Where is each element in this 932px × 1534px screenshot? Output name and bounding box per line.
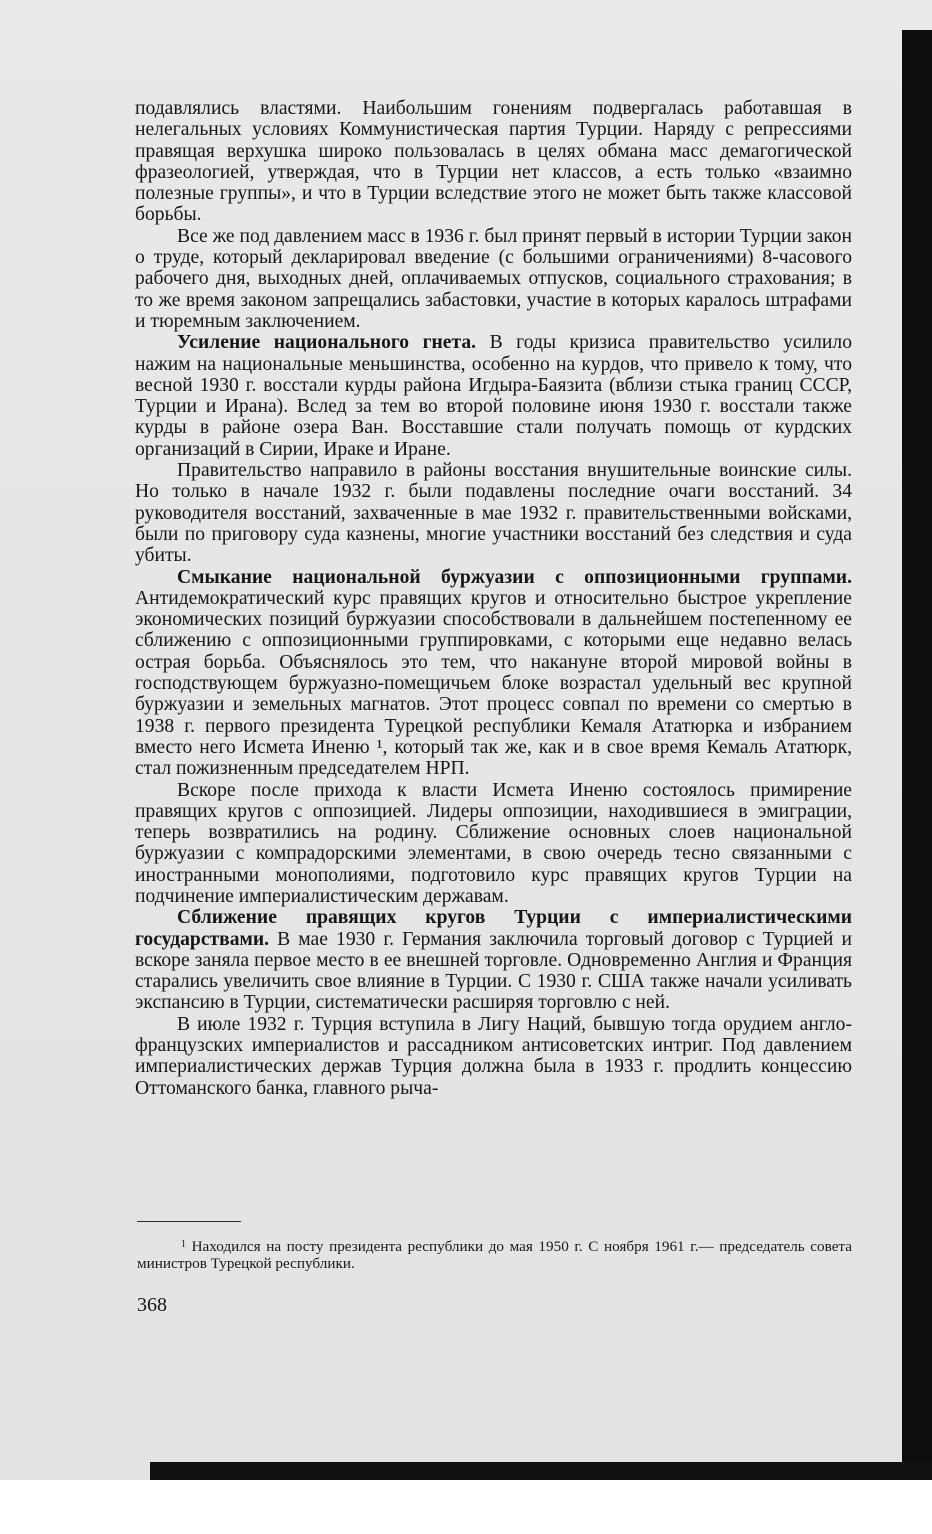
paragraph-text: подавлялись властями. Наибольшим гонениям подвергалась работавшая в нелегальных условиях Коммунистическая партия Турции. Наряду с репрессиями правящая верхушка широко пользовалась в целях обмана масс демагогической фразеологией, утверждая, что в Турции нет классов, а есть только «взаимно полезные группы», и что в Турции вследствие этого не может быть также классовой борьбы.: [135, 98, 852, 226]
paragraph-text: Вскоре после прихода к власти Исмета Иненю состоялось примирение правящих кругов с оппозицией. Лидеры оппозиции, находившиеся в эмиграции, теперь возвратились на родину. Сближение основных слоев национальной буржуазии с компрадорскими элементами, в свою очередь тесно связанными с иностранными монополиями, подготовило курс правящих кругов Турции на подчинение империалистическим державам.: [135, 779, 852, 907]
paragraph-1: [135, 98, 852, 226]
page-margin-bottom: [0, 1480, 932, 1534]
footnote: [137, 1236, 852, 1272]
paragraph-7: [135, 907, 852, 1013]
paragraph-text: В мае 1930 г. Германия заключила торговый договор с Турцией и вскоре заняла первое место в ее внешней торговле. Одновременно Англия и Франция старались увеличить свое влияние в Турции. С 1930 г. США также начали усиливать экспансию в Турции, систематически расширяя торговлю с ней.: [135, 928, 852, 1014]
paragraph-5: [135, 567, 852, 780]
paragraph-text: Антидемократический курс правящих кругов и относительно быстрое укрепление экономических позиций буржуазии способствовали в дальнейшем постепенному ее сближению с оппозиционными группировками, с которыми еще недавно велась острая борьба. Объяснялось это тем, что накануне второй мировой войны в господствующем буржуазно-помещичьем блоке возрастал удельный вес крупной буржуазии и земельных магнатов. Этот процесс совпал по времени со смертью в 1938 г. первого президента Турецкой республики Кемаля Ататюрка и избранием вместо него Исмета Иненю ¹, который так же, как и в свое время Кемаль Ататюрк, стал пожизненным председателем НРП.: [135, 587, 852, 780]
body-text: [135, 98, 852, 1099]
footnote-text: Находился на посту президента республики до мая 1950 г. С ноября 1961 г.— председатель совета министров Турецкой республики.: [137, 1238, 852, 1272]
paragraph-2: [135, 226, 852, 332]
paragraph-6: [135, 780, 852, 908]
paragraph-text: В июле 1932 г. Турция вступила в Лигу Наций, бывшую тогда орудием англо-французских империалистов и рассадником антисоветских интриг. Под давлением империалистических держав Турция должна была в 1933 г. продлить концессию Оттоманского банка, главного рыча-: [135, 1013, 852, 1099]
section-heading-imperialist-states: Сближение правящих кругов Турции с империалистическими государствами.: [135, 907, 852, 950]
scan-edge-right: [902, 30, 932, 1470]
paragraph-text: В годы кризиса правительство усилило нажим на национальные меньшинства, особенно на курдов, что привело к тому, что весной 1930 г. восстали курды района Игдыра-Баязита (вблизи стыка границ СССР, Турции и Ирана). Вслед за тем во второй половине июня 1930 г. восстали также курды в районе озера Ван. Восставшие стали получать помощь от курдских организаций в Сирии, Ираке и Иране.: [135, 332, 852, 460]
page-number: 368: [137, 1294, 167, 1316]
scan-edge-bottom: [150, 1462, 932, 1480]
paragraph-text: Все же под давлением масс в 1936 г. был принят первый в истории Турции закон о труде, который декларировал введение (с большими ограничениями) 8-часового рабочего дня, выходных дней, оплачиваемых отпусков, социального страхования; в то же время законом запрещались забастовки, участие в которых каралось штрафами и тюремным заключением.: [135, 225, 852, 332]
section-heading-bourgeoisie-opposition: Смыкание национальной буржуазии с оппозиционными группами.: [177, 566, 852, 588]
paragraph-text: Правительство направило в районы восстания внушительные воинские силы. Но только в начале 1932 г. были подавлены последние очаги восстаний. 34 руководителя восстаний, захваченные в мае 1932 г. правительственными войсками, были по приговору суда казнены, многие участники восстаний без следствия и суда убиты.: [135, 460, 852, 567]
paragraph-4: [135, 460, 852, 566]
footnote-divider: [137, 1221, 241, 1222]
footnote-marker: 1: [181, 1239, 186, 1250]
paragraph-8: [135, 1014, 852, 1099]
paragraph-3: [135, 332, 852, 460]
section-heading-national-oppression: Усиление национального гнета.: [177, 332, 477, 354]
